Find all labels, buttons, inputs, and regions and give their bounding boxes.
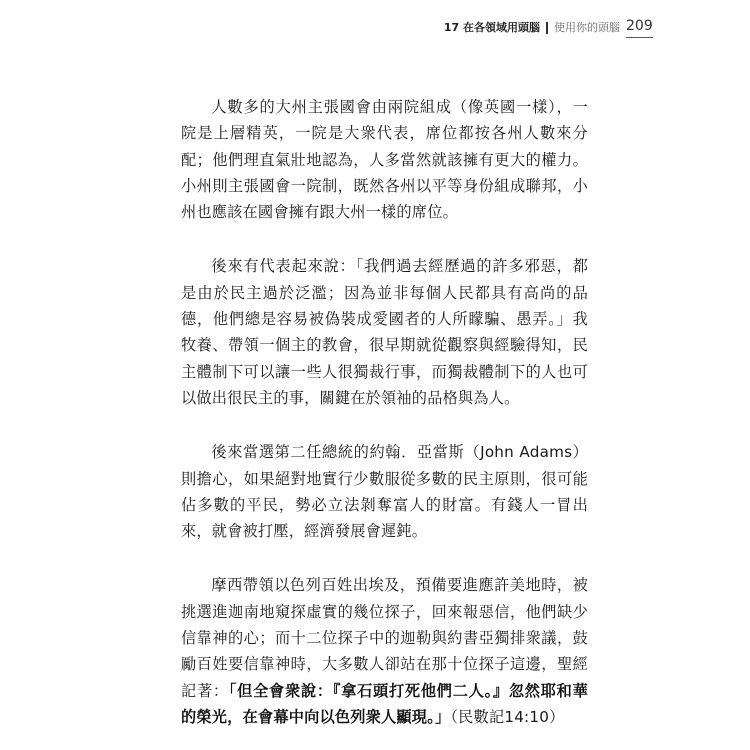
paragraph-4 [181, 572, 588, 730]
scripture-citation: （民數記14:10） [450, 707, 565, 726]
scripture-quote: 「但全會衆說：『拿石頭打死他們二人。』忽然耶和華的榮光，在會幕中向以色列衆人顯現。」 [181, 681, 589, 726]
paragraph-2: 後來有代表起來說：「我們過去經歷過的許多邪惡，都是由於民主過於泛濫；因為並非每個人民都具有高尚的品德，他們總是容易被偽裝成愛國者的人所矇騙、愚弄。」我牧養、帶領一個主的教會，很早期就從觀察與經驗得知，民主體制下可以讓一些人很獨裁行事，而獨裁體制下的人也可以做出很民主的事，關鍵在於領袖的品格與為人。 [181, 257, 588, 407]
page-number: 209 [626, 18, 653, 34]
paragraph-4-text: 摩西帶領以色列百姓出埃及，預備要進應許美地時，被挑選進迦南地窺探虛實的幾位探子，回來報惡信，他們缺少信靠神的心；而十二位探子中的迦勒與約書亞獨排衆議，鼓勵百姓要信靠神時，大多數人卻站在那十位探子這邊，聖經記著： [181, 576, 588, 700]
header-divider [546, 22, 548, 34]
chapter-title: 17 在各領域用頭腦 [443, 21, 540, 34]
paragraph-1: 人數多的大州主張國會由兩院組成（像英國一樣），一院是上層精英，一院是大衆代表，席位都按各州人數來分配；他們理直氣壯地認為，人多當然就該擁有更大的權力。小州則主張國會一院制，既然各州以平等身份組成聯邦，小州也應該在國會擁有跟大州一樣的席位。 [181, 98, 588, 222]
paragraph-3: 後來當選第二任總統的約翰．亞當斯（John Adams）則擔心，如果絕對地實行少數服從多數的民主原則，很可能佔多數的平民，勢必立法剝奪富人的財富。有錢人一冒出來，就會被打壓，經濟發展會遲鈍。 [181, 443, 588, 541]
body-text [181, 94, 588, 750]
book-subtitle: 使用你的頭腦 [554, 21, 620, 34]
running-header [444, 20, 620, 36]
